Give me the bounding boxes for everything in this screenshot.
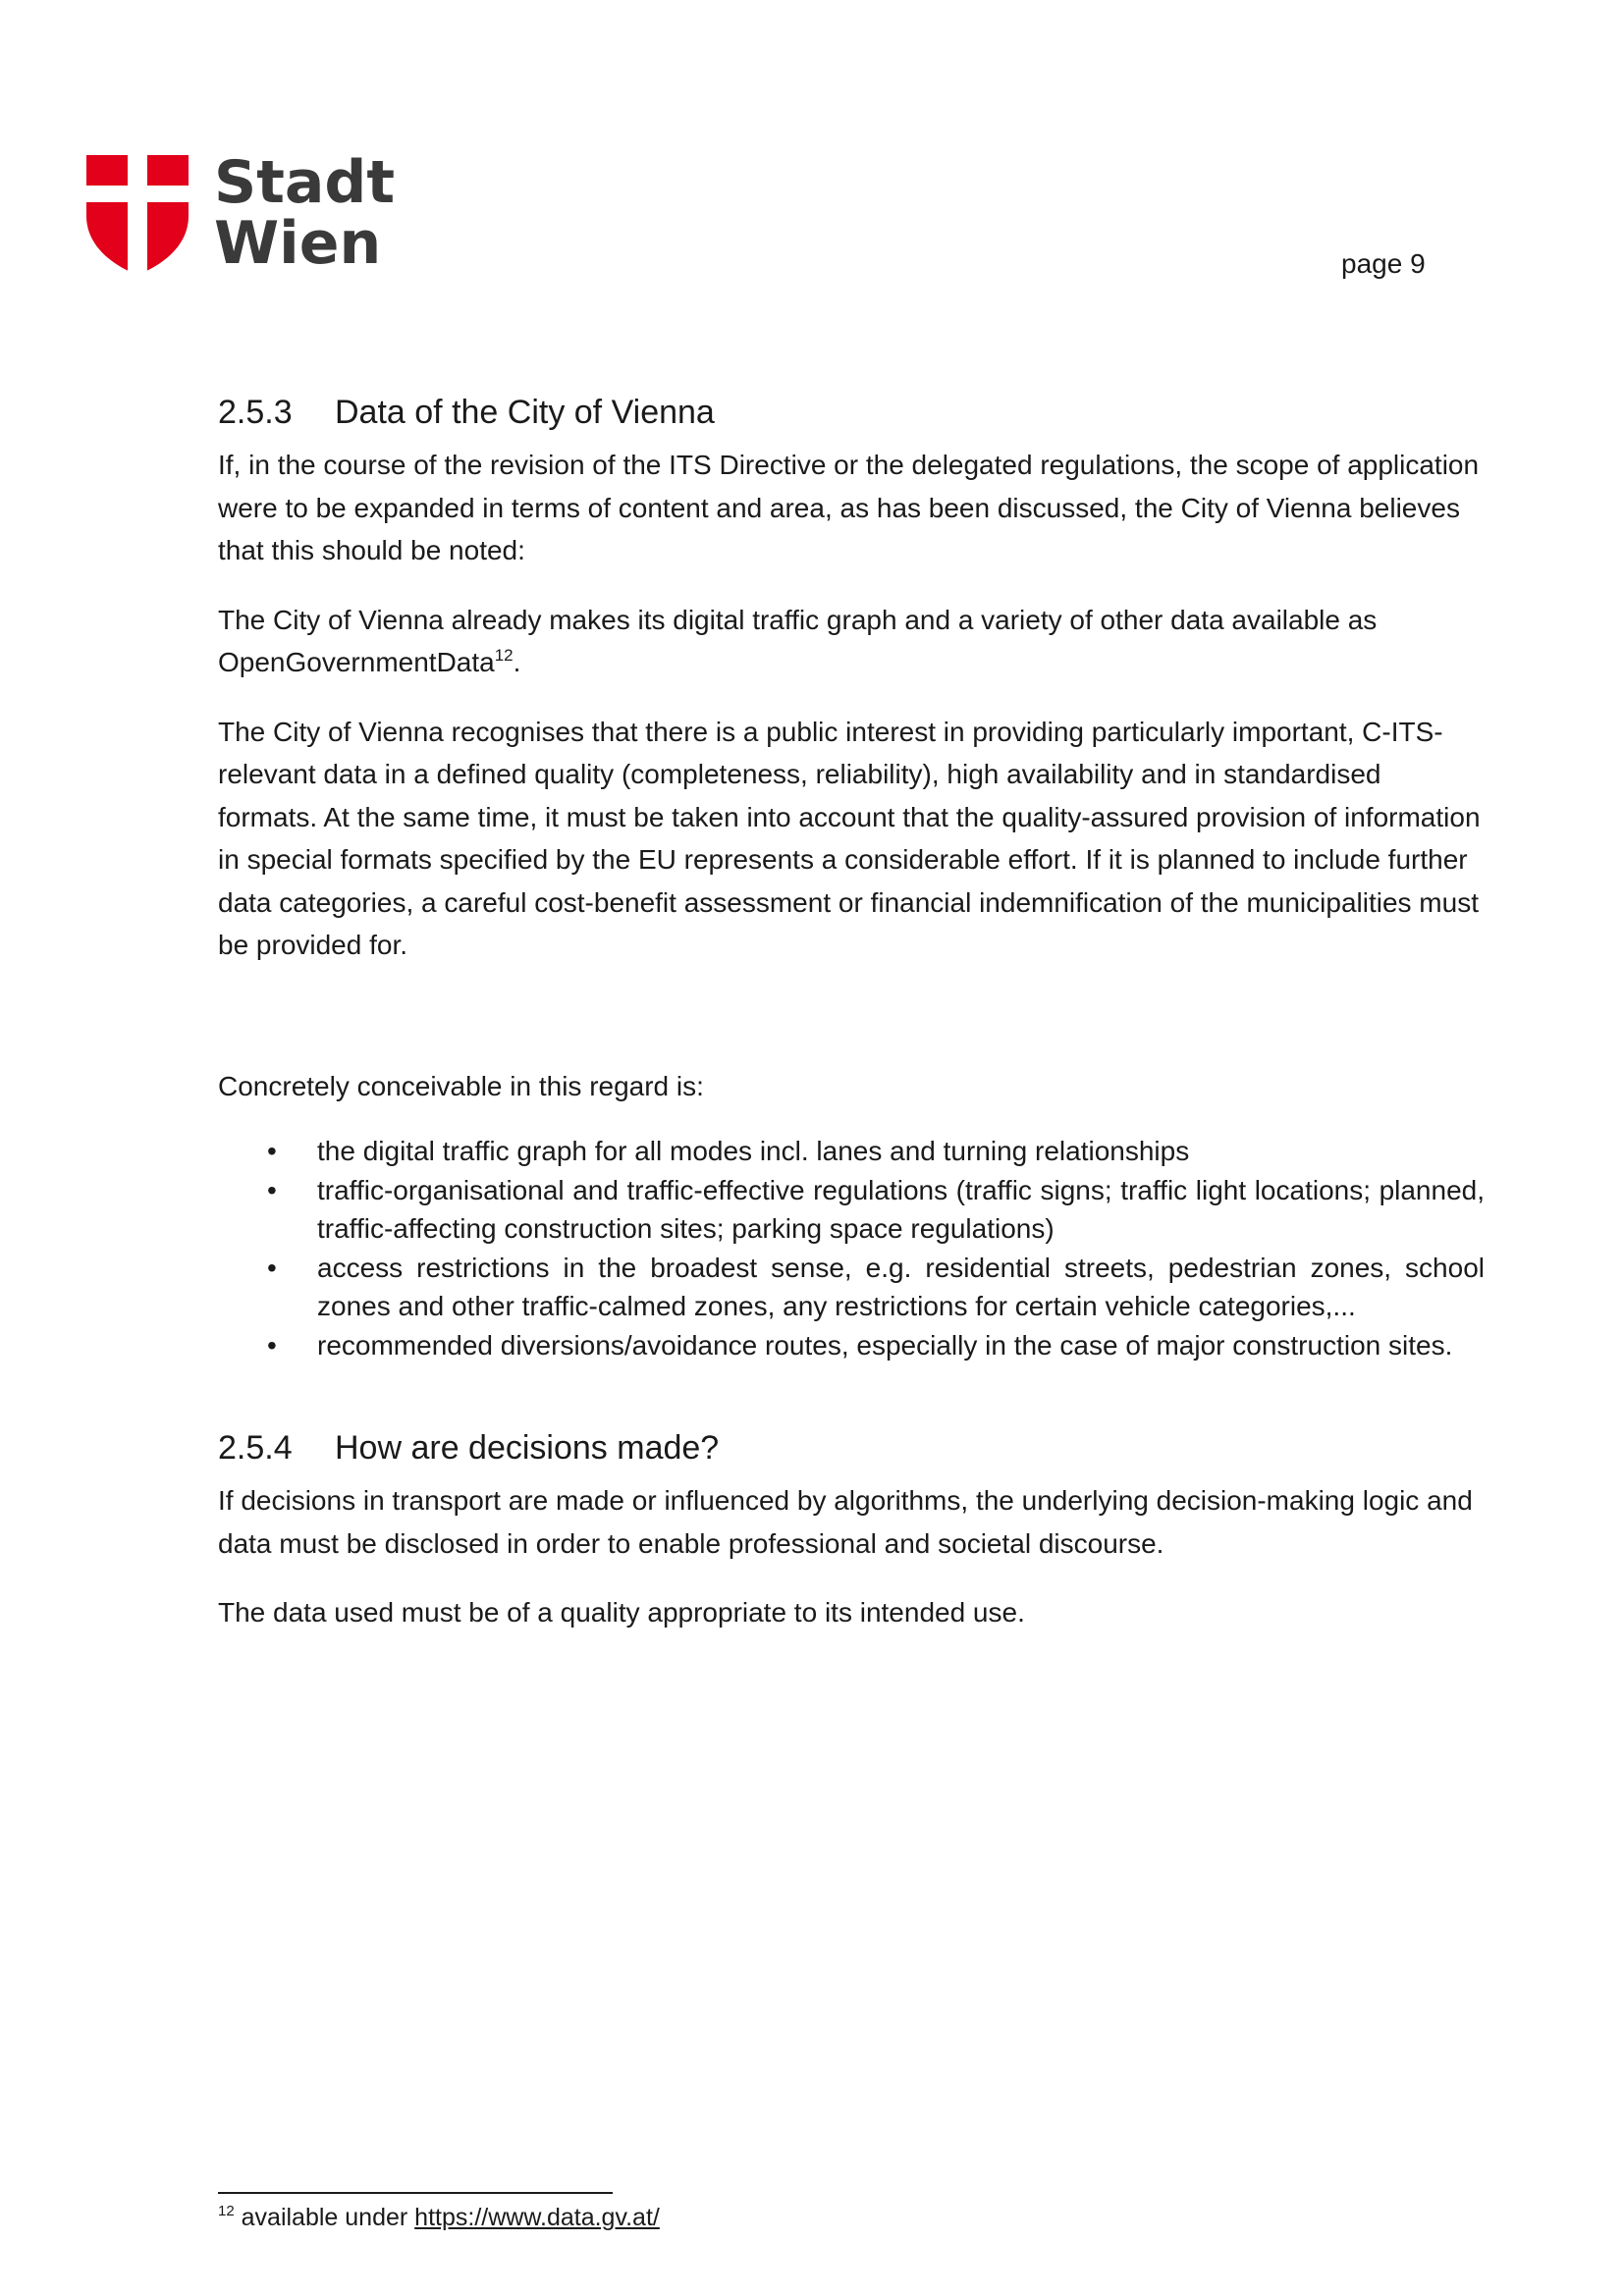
stadt-wien-logo (86, 148, 396, 278)
bullet-icon: • (267, 1136, 277, 1166)
list-item-text: access restrictions in the broadest sense, e.g. residential streets, pedestrian zones, school zones and other traffic-calmed zones, any restrictions for certain vehicle categories,... (317, 1252, 1485, 1321)
list-item-text: traffic-organisational and traffic-effective regulations (traffic signs; traffic light locations; planned, traffic-affecting construction sites; parking space regulations) (317, 1174, 1485, 1244)
section-heading-2-5-4 (218, 1426, 1485, 1469)
paragraph: The City of Vienna recognises that there is a public interest in providing particularly important, C-ITS-relevant data in a defined quality (completeness, reliability), high availability and in standardised formats. At the same time, it must be taken into account that the quality-assured provision of information in special formats specified by the EU represents a considerable effort. If it is planned to include further data categories, a careful cost-benefit assessment or financial indemnification of the municipalities must be provided for. (218, 716, 1481, 960)
footnote-separator (218, 2192, 613, 2194)
list-item-text: the digital traffic graph for all modes incl. lanes and turning relationships (317, 1136, 1190, 1166)
footnote-number: 12 (218, 2203, 235, 2219)
paragraph: Concretely conceivable in this regard is: (218, 1070, 704, 1101)
list-item-text: recommended diversions/avoidance routes, especially in the case of major construction sites. (317, 1329, 1453, 1361)
logo-wordmark-line2: Wien (214, 209, 382, 278)
paragraph-text: The City of Vienna already makes its digital traffic graph and a variety of other data available as OpenGovernmentData (218, 604, 1378, 677)
list-item (218, 1132, 1485, 1171)
section-heading-2-5-3 (218, 391, 1485, 434)
paragraph-with-footnote (218, 599, 1485, 684)
paragraph-end: . (513, 647, 521, 677)
section-title: Data of the City of Vienna (335, 394, 715, 431)
section-title: How are decisions made? (335, 1429, 720, 1467)
document-body (218, 391, 1485, 1634)
paragraph: The data used must be of a quality appropriate to its intended use. (218, 1597, 1025, 1628)
list-item (218, 1171, 1485, 1249)
bullet-icon: • (267, 1252, 277, 1283)
vienna-coat-of-arms-icon (86, 155, 189, 275)
bullet-icon: • (267, 1329, 277, 1361)
section-number: 2.5.4 (218, 1429, 293, 1467)
footnote-reference[interactable]: 12 (494, 646, 514, 665)
list-item (218, 1249, 1485, 1326)
logo-wordmark-line1: Stadt (214, 148, 396, 217)
footnote (218, 2203, 660, 2232)
section-number: 2.5.3 (218, 394, 293, 431)
bullet-list (218, 1132, 1485, 1364)
bullet-icon: • (267, 1174, 277, 1205)
page-number: page 9 (1341, 248, 1426, 279)
paragraph: If, in the course of the revision of the ITS Directive or the delegated regulations, the scope of application were to be expanded in terms of content and area, as has been discussed, the City of Vienna believes that this should be noted: (218, 450, 1480, 565)
paragraph: If decisions in transport are made or influenced by algorithms, the underlying decision-making logic and data must be disclosed in order to enable professional and societal discourse. (218, 1485, 1473, 1559)
footnote-link[interactable]: https://www.data.gv.at/ (414, 2204, 660, 2231)
list-item (218, 1326, 1485, 1365)
footnote-text: available under (241, 2204, 408, 2231)
